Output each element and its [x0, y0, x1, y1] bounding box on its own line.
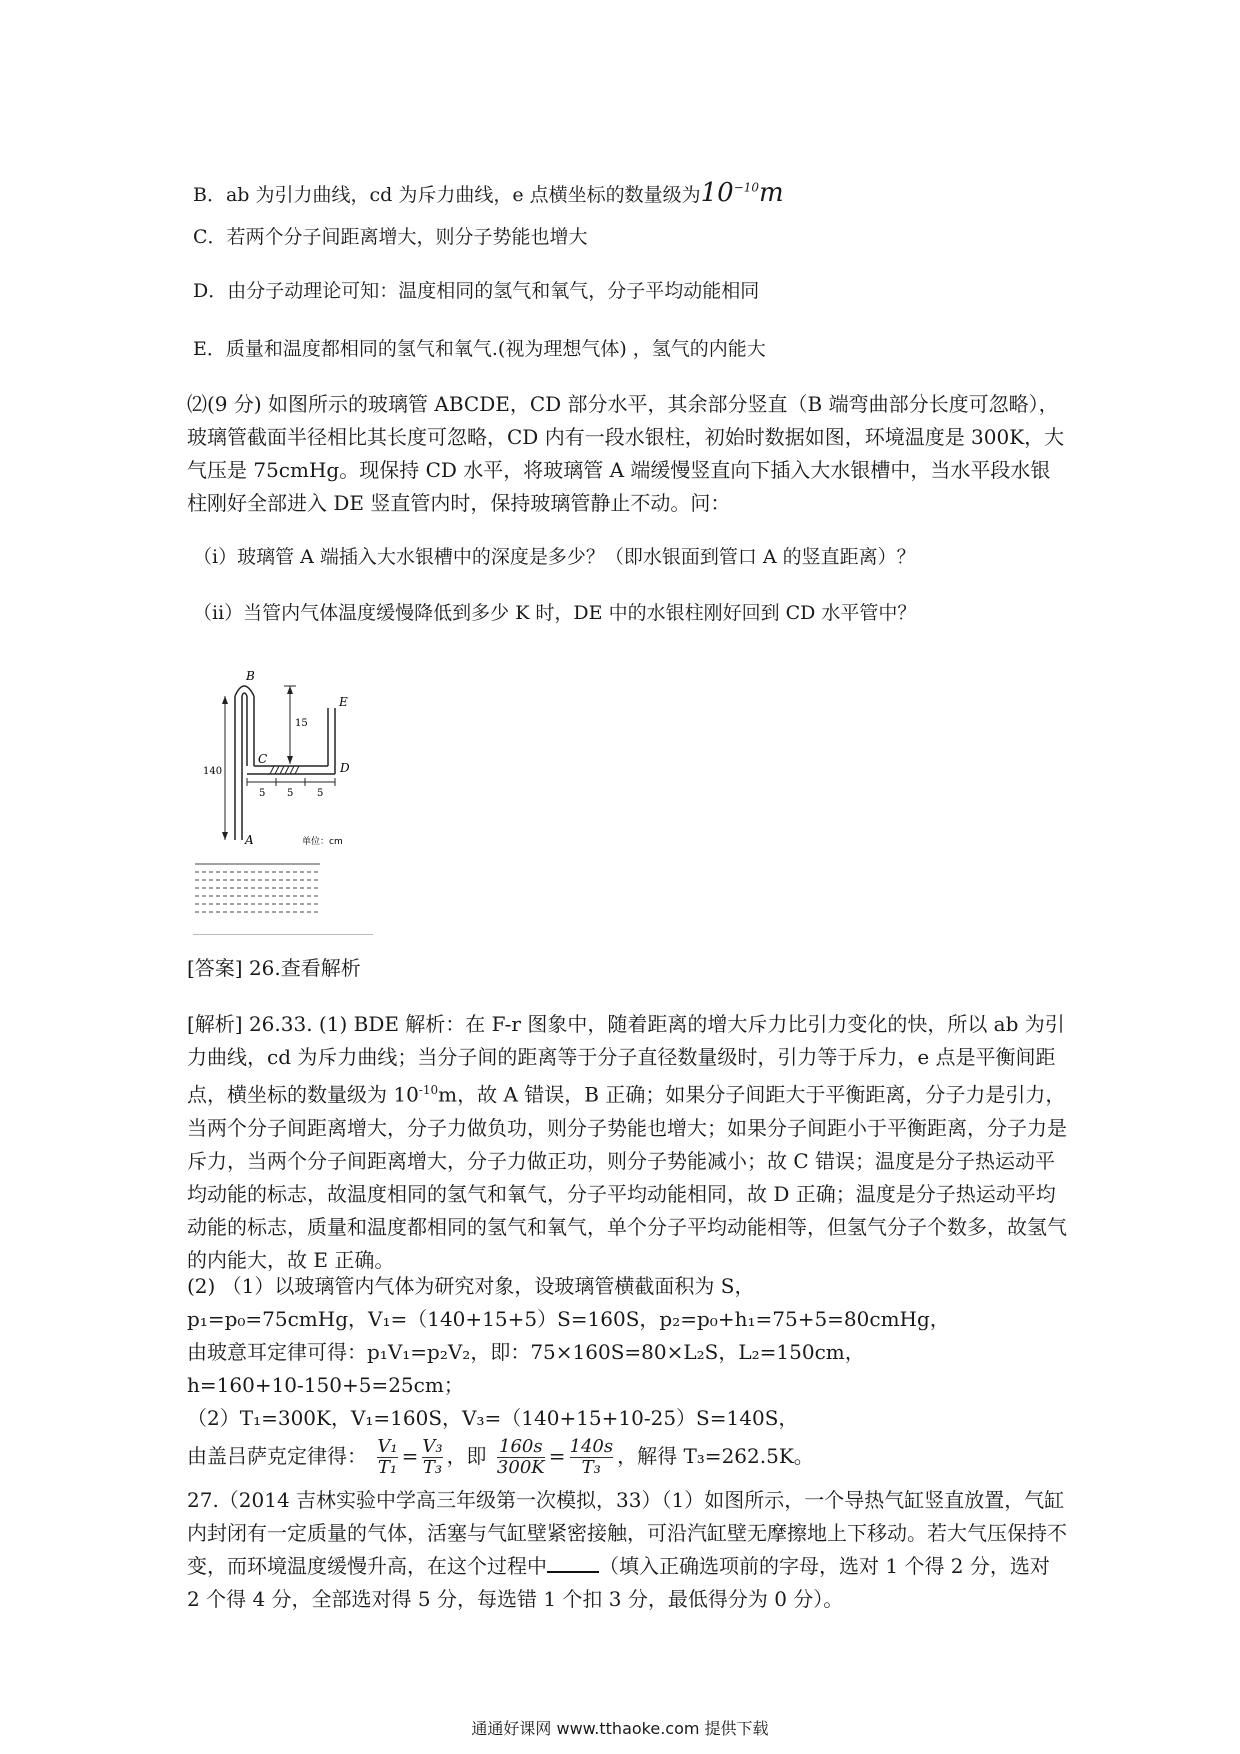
- label-a: A: [245, 833, 254, 847]
- fraction-140s-t3: $\frac{140s}{\text{T₃}}$: [569, 1436, 614, 1478]
- fraction-v3-t3: $\frac{\text{V₃}}{\text{T₃}}$: [422, 1436, 443, 1478]
- unit: m: [759, 178, 784, 208]
- sub-question-i: （i）玻璃管 A 端插入大水银槽中的深度是多少？（即水银面到管口 A 的竖直距离）？: [193, 546, 916, 568]
- page-footer: 通通好课网 www.tthaoke.com 提供下载: [471, 1719, 769, 1738]
- option-c: C．若两个分子间距离增大，则分子势能也增大: [193, 226, 588, 248]
- fraction-160s-300k: $\frac{160s}{300K}$: [496, 1436, 545, 1478]
- unit-label: 单位：cm: [302, 837, 343, 847]
- dim-5-b: 5: [287, 788, 294, 799]
- analysis-paragraph-2: (2) （1）以玻璃管内气体为研究对象，设玻璃管横截面积为 S， p₁=p₀=75cmHg，V₁=（140+15+5）S=160S，p₂=p₀+h₁=75+5=80cmHg， 由玻意耳定律可得：p₁V₁=p₂V₂，即：75×160S=80×L₂S，L₂=150cm， h=160+10-150+5=25cm； （2）T₁=300K，V₁=160S，V₃=（140+15+10-25）S=140S， 由盖吕萨克定律得： $\frac{\text{V₁}}{\text{T₁}}$ = $\frac{\text{V₃}}{\text{T₃}}$ ，即 $\frac{160s}{300K}$ = $\frac{140s}{\text{T₃}}$ ，解得 T₃=262.5K。: [187, 1270, 1067, 1478]
- question-2: [187, 388, 1067, 520]
- label-e: E: [339, 695, 348, 709]
- option-e: E．质量和温度都相同的氢气和氧气.(视为理想气体) ，氢气的内能大: [193, 338, 766, 360]
- fraction-v1-t1: $\frac{\text{V₁}}{\text{T₁}}$: [377, 1436, 398, 1478]
- option-b: B．ab 为引力曲线，cd 为斥力曲线，e 点横坐标的数量级为$10^{-10}m$: [193, 178, 784, 208]
- divider: [193, 934, 373, 935]
- label-c: C: [258, 752, 268, 766]
- power-exponent: −10: [733, 180, 760, 195]
- analysis-paragraph-1: [解析] 26.33. (1) BDE 解析：在 F-r 图象中，随着距离的增大斥力比引力变化的快，所以 ab 为引力曲线，cd 为斥力曲线；当分子间的距离等于分子直径数量级时，引力等于斥力，e 点是平衡间距点，横坐标的数量级为 $10^{-10}m$，故 A 错误，B 正确；如果分子间距大于平衡距离，分子力是引力，当两个分子间距离增大，分子力做负功，则分子势能也增大；如果分子间距小于平衡距离，分子力是斥力，当两个分子间距离增大，分子力做正功，则分子势能减小；故 C 错误；温度是分子热运动平均动能的标志，故温度相同的氢气和氧气，分子平均动能相同，故 D 正确；温度是分子热运动平均动能的标志，质量和温度都相同的氢气和氧气，单个分子平均动能相等，但氢气分子个数多，故氢气的内能大，故 E 正确。: [187, 1012, 1067, 1272]
- gay-lussac-line: 由盖吕萨克定律得： $\frac{\text{V₁}}{\text{T₁}}$ = $\frac{\text{V₃}}{\text{T₃}}$ ，即 $\frac{160s}{300K}$ = $\frac{140s}{\text{T₃}}$ ，解得 T₃=262.5K。: [187, 1436, 814, 1478]
- option-d: D．由分子动理论可知：温度相同的氢气和氧气，分子平均动能相同: [193, 280, 760, 302]
- sub-question-ii: （ii）当管内气体温度缓慢降低到多少 K 时，DE 中的水银柱刚好回到 CD 水平管中？: [193, 602, 917, 624]
- dim-5-a: 5: [259, 788, 266, 799]
- power-base: 10: [700, 178, 734, 208]
- dim-140: 140: [203, 766, 223, 777]
- question-27: 27.（2014 吉林实验中学高三年级第一次模拟，33）（1）如图所示，一个导热气缸竖直放置，气缸内封闭有一定质量的气体，活塞与气缸壁紧密接触，可沿汽缸壁无摩擦地上下移动。若大气压保持不变，而环境温度缓慢升高，在这个过程中 （填入正确选项前的字母，选对 1 个得 2 分，选对 2 个得 4 分，全部选对得 5 分，每选错 1 个扣 3 分，最低得分为 0 分）。: [187, 1488, 1067, 1611]
- label-b: B: [246, 669, 255, 683]
- answer-line: [答案] 26.查看解析: [187, 956, 361, 980]
- question-2-text: ⑵(9 分) 如图所示的玻璃管 ABCDE，CD 部分水平，其余部分竖直（B 端弯曲部分长度可忽略），玻璃管截面半径相比其长度可忽略，CD 内有一段水银柱，初始时数据如图，环境温度是 300K，大气压是 75cmHg。现保持 CD 水平，将玻璃管 A 端缓慢竖直向下插入大水银槽中，当水平段水银柱刚好全部进入 DE 竖直管内时，保持玻璃管静止不动。问：: [187, 392, 1065, 515]
- label-d: D: [340, 761, 350, 775]
- answer-blank: [547, 1553, 599, 1573]
- dim-15: 15: [295, 718, 308, 729]
- dim-5-c: 5: [317, 788, 324, 799]
- glass-tube-figure: [190, 668, 390, 928]
